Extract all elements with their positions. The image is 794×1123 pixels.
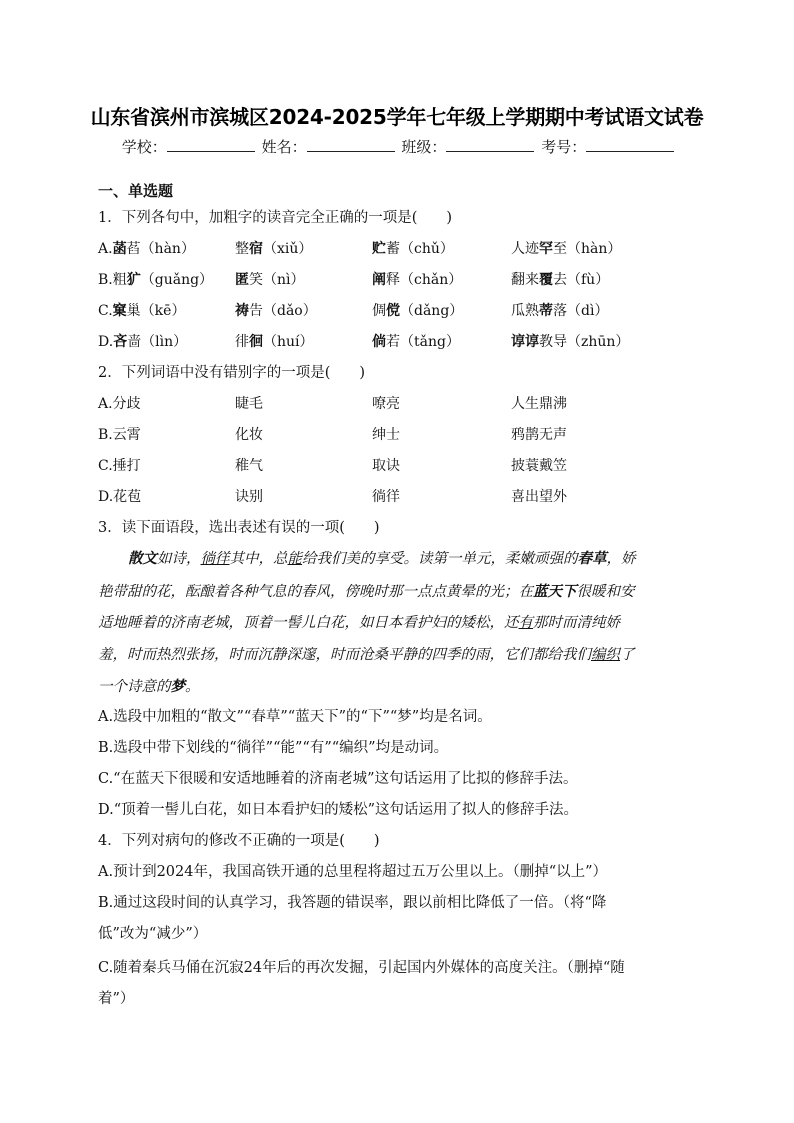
q2-d-3: 徜徉 — [372, 489, 400, 505]
q2-a-2: 睫毛 — [235, 396, 263, 412]
passage-line-1: 散文如诗，徜徉其中，总能给我们美的享受。读第一单元，柔嫩顽强的春草，娇 — [128, 550, 636, 567]
passage-line-4: 羞，时而热烈张扬，时而沉静深邃，时而沧桑平静的四季的雨，它们都给我们编织了 — [98, 646, 635, 663]
q4-option-c-cont: 着”） — [98, 991, 135, 1007]
q1-a-3: 贮蓄（chǔ） — [372, 241, 454, 257]
q3-option-d: D.“顶着一髻儿白花，如日本看护妇的矮松”这句话运用了拟人的修辞手法。 — [98, 802, 579, 818]
q1-c-1: C.窠巢（kē） — [98, 303, 186, 319]
school-blank[interactable] — [167, 138, 255, 152]
q3-option-b: B.选段中带下划线的“徜徉”“能”“有”“编织”均是动词。 — [98, 740, 449, 756]
q1-b-4: 翻来覆去（fù） — [511, 272, 610, 288]
q1-b-1: B.粗犷（guǎng） — [98, 272, 214, 288]
section-heading: 一、单选题 — [98, 182, 174, 200]
q1-a-1: A.菡萏（hàn） — [98, 241, 195, 257]
q2-b-3: 绅士 — [372, 427, 400, 443]
q2-b-4: 鸦鹊无声 — [511, 427, 567, 443]
q1-d-2: 徘徊（huí） — [235, 334, 314, 350]
q1-c-4: 瓜熟蒂落（dì） — [511, 303, 609, 319]
q1-a-2: 整宿（xiǔ） — [235, 241, 313, 257]
q1-c-2: 祷告（dǎo） — [235, 303, 317, 319]
passage-line-3: 适地睡着的济南老城，顶着一髻儿白花，如日本看护妇的矮松，还有那时而清纯娇 — [98, 615, 620, 631]
q1-b-3: 阐释（chǎn） — [372, 272, 463, 288]
q3-option-a: A.选段中加粗的“散文”“春草”“蓝天下”的“下”“梦”均是名词。 — [98, 709, 492, 725]
passage-line-2: 艳带甜的花，酝酿着各种气息的春风，傍晚时那一点点黄晕的光；在蓝天下很暖和安 — [98, 582, 635, 600]
q1-d-4: 谆谆教导（zhūn） — [511, 334, 630, 350]
q3-stem: 3．读下面语段，选出表述有误的一项( ) — [98, 520, 380, 536]
q1-b-2: 匿笑（nì） — [235, 272, 305, 288]
q2-b-2: 化妆 — [235, 427, 263, 443]
passage-line-5: 一个诗意的梦。 — [98, 678, 200, 695]
number-blank[interactable] — [586, 138, 674, 152]
number-label: 考号： — [541, 138, 587, 156]
q1-d-1: D.吝啬（lìn） — [98, 334, 188, 350]
q2-a-3: 嘹亮 — [372, 396, 400, 412]
student-info-line — [0, 136, 794, 157]
page-title: 山东省滨州市滨城区2024-2025学年七年级上学期期中考试语文试卷 — [90, 105, 704, 129]
q4-option-c: C.随着秦兵马俑在沉寂24年后的再次发掘，引起国内外媒体的高度关注。（删掉“随 — [98, 960, 625, 976]
q3-option-c: C.“在蓝天下很暖和安适地睡着的济南老城”这句话运用了比拟的修辞手法。 — [98, 771, 578, 787]
class-label: 班级： — [401, 138, 447, 156]
name-blank[interactable] — [307, 138, 395, 152]
q2-c-2: 稚气 — [235, 458, 263, 474]
q4-option-b: B.通过这段时间的认真学习，我答题的错误率，跟以前相比降低了一倍。（将“降 — [98, 895, 607, 911]
q3-passage — [98, 543, 698, 704]
q2-a-4: 人生鼎沸 — [511, 396, 567, 412]
q2-c-4: 披蓑戴笠 — [511, 458, 567, 474]
q4-stem: 4．下列对病句的修改不正确的一项是( ) — [98, 833, 380, 849]
class-blank[interactable] — [446, 138, 534, 152]
q2-b-1: B.云霄 — [98, 427, 141, 443]
school-label: 学校： — [121, 138, 167, 156]
q2-d-2: 诀别 — [235, 489, 263, 505]
q4-option-a: A.预计到2024年，我国高铁开通的总里程将超过五万公里以上。（删掉“以上”） — [98, 864, 608, 880]
q2-c-3: 取诀 — [372, 458, 400, 474]
q2-d-1: D.花苞 — [98, 489, 142, 505]
q1-d-3: 倘若（tǎng） — [372, 334, 460, 350]
q2-stem: 2．下列词语中没有错别字的一项是( ) — [98, 365, 366, 381]
q1-a-4: 人迹罕至（hàn） — [511, 241, 622, 257]
q1-c-3: 倜傥（dǎng） — [372, 303, 464, 319]
q1-stem: 1．下列各句中，加粗字的读音完全正确的一项是( ) — [98, 210, 453, 226]
name-label: 姓名： — [261, 138, 307, 156]
q2-a-1: A.分歧 — [98, 396, 141, 412]
q4-option-b-cont: 低”改为“减少”） — [98, 926, 208, 942]
q2-d-4: 喜出望外 — [511, 489, 567, 505]
q2-c-1: C.捶打 — [98, 458, 141, 474]
